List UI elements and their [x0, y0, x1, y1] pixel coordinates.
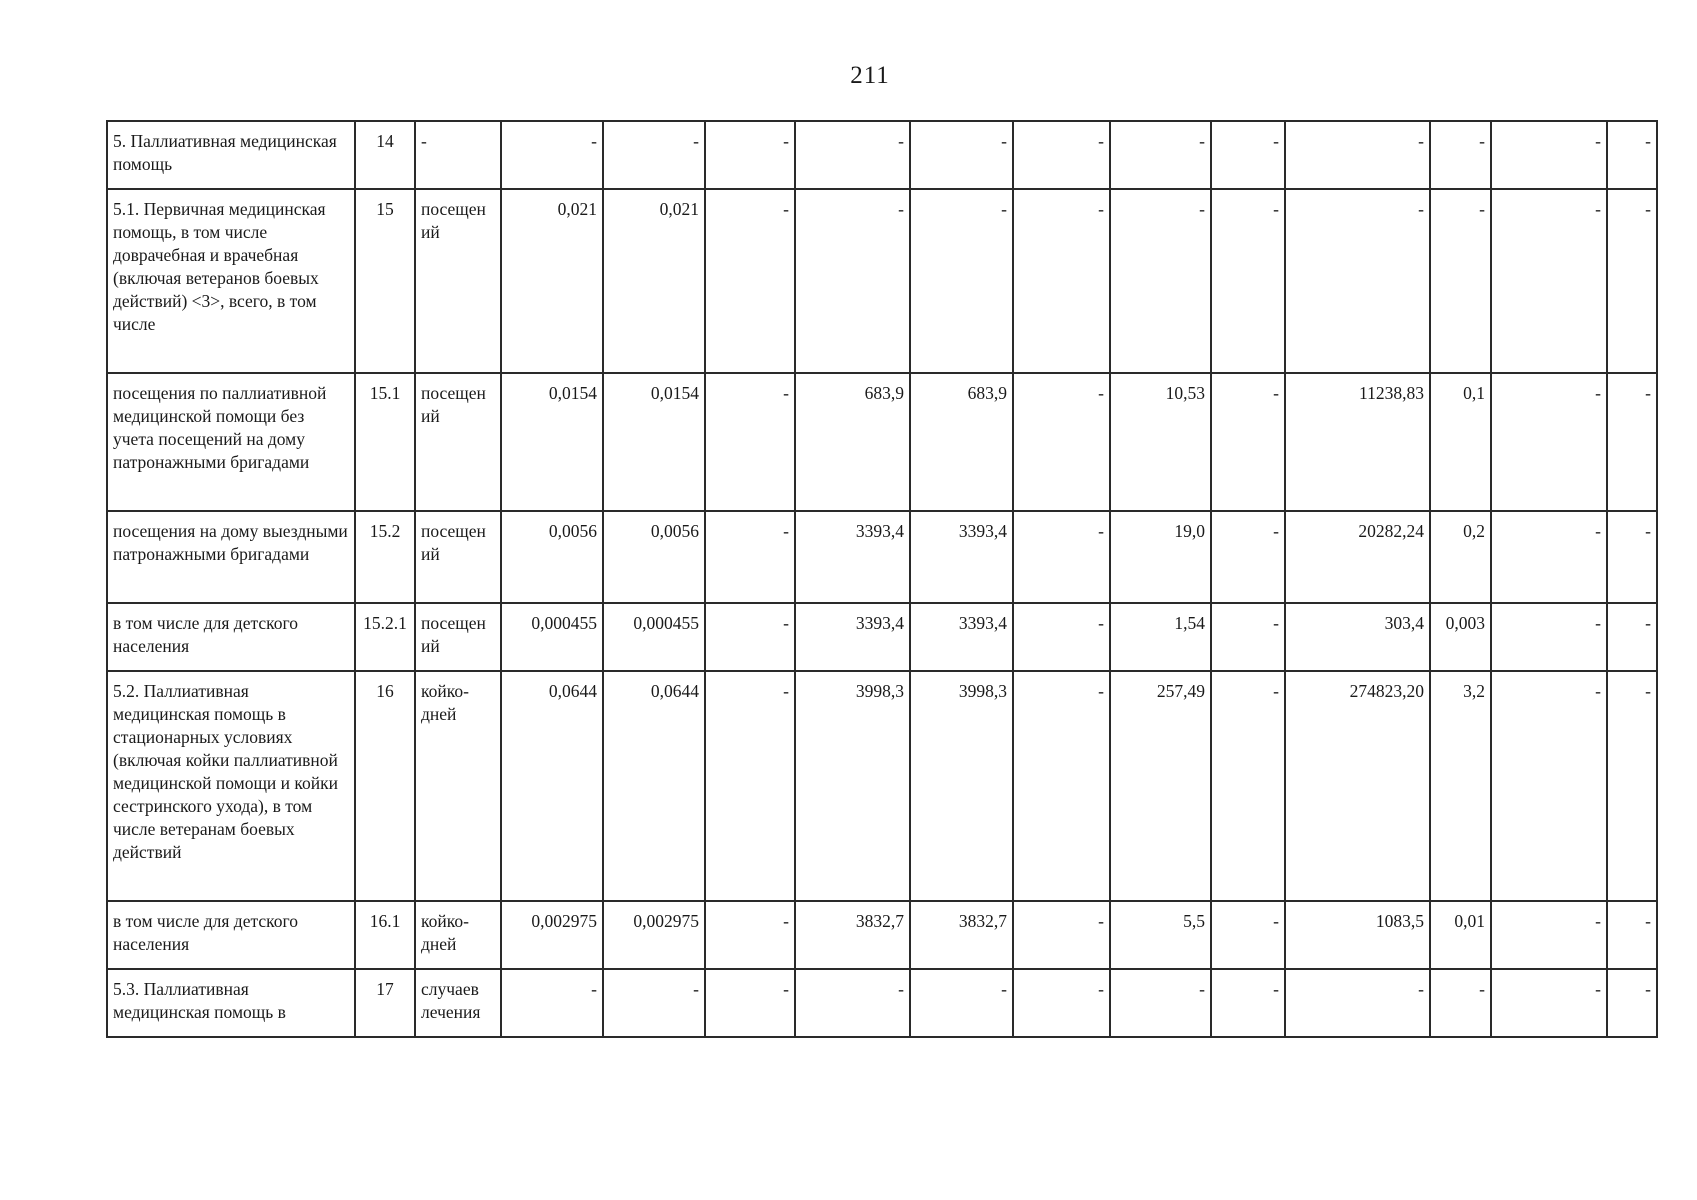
value-cell: 10,53 [1110, 373, 1211, 511]
page-number: 211 [850, 62, 890, 89]
value-cell: 0,0154 [603, 373, 705, 511]
value-cell: 0,0644 [603, 671, 705, 901]
row-name-cell: 5.2. Паллиативная медицинская помощь в стационарных условиях (включая койки паллиативной медицинской помощи и койки сестринского ухода), в том числе ветеранам боевых действий [107, 671, 355, 901]
row-number-cell: 15.1 [355, 373, 415, 511]
value-cell: - [705, 603, 795, 671]
value-cell: - [1013, 121, 1110, 189]
value-cell: - [705, 901, 795, 969]
value-cell: 274823,20 [1285, 671, 1430, 901]
value-cell: 0,0056 [501, 511, 603, 603]
value-cell: - [1607, 671, 1657, 901]
value-cell: 3393,4 [910, 603, 1013, 671]
row-number-cell: 16 [355, 671, 415, 901]
value-cell: - [1013, 901, 1110, 969]
value-cell: - [1211, 511, 1285, 603]
value-cell: - [1607, 901, 1657, 969]
table-row [107, 969, 1657, 1037]
value-cell: - [1607, 121, 1657, 189]
value-cell: 0,002975 [501, 901, 603, 969]
value-cell: - [1607, 511, 1657, 603]
row-name-cell: посещения по паллиативной медицинской помощи без учета посещений на дому патронажными бригадами [107, 373, 355, 511]
value-cell: 1083,5 [1285, 901, 1430, 969]
value-cell: 0,0644 [501, 671, 603, 901]
value-cell: - [1491, 901, 1607, 969]
value-cell: 11238,83 [1285, 373, 1430, 511]
value-cell: - [1491, 969, 1607, 1037]
unit-cell: посещений [415, 189, 501, 373]
value-cell: 0,0154 [501, 373, 603, 511]
row-number-cell: 15 [355, 189, 415, 373]
unit-cell: - [415, 121, 501, 189]
value-cell: - [1430, 189, 1491, 373]
row-number-cell: 15.2.1 [355, 603, 415, 671]
value-cell: - [1110, 969, 1211, 1037]
table-row [107, 901, 1657, 969]
value-cell: 1,54 [1110, 603, 1211, 671]
value-cell: 19,0 [1110, 511, 1211, 603]
row-name-cell: 5.1. Первичная медицинская помощь, в том числе доврачебная и врачебная (включая ветеранов боевых действий) <3>, всего, в том числе [107, 189, 355, 373]
value-cell: - [1211, 901, 1285, 969]
unit-cell: посещений [415, 373, 501, 511]
value-cell: - [1211, 189, 1285, 373]
value-cell: - [1211, 603, 1285, 671]
value-cell: 3832,7 [910, 901, 1013, 969]
value-cell: - [1211, 373, 1285, 511]
value-cell: - [705, 671, 795, 901]
value-cell: - [1491, 373, 1607, 511]
value-cell: - [1607, 969, 1657, 1037]
medical-care-table [106, 120, 1658, 1038]
value-cell: - [1013, 671, 1110, 901]
value-cell: 3,2 [1430, 671, 1491, 901]
row-name-cell: 5. Паллиативная медицинская помощь [107, 121, 355, 189]
value-cell: - [705, 189, 795, 373]
value-cell: - [910, 189, 1013, 373]
value-cell: 0,1 [1430, 373, 1491, 511]
value-cell: - [1110, 121, 1211, 189]
row-name-cell: 5.3. Паллиативная медицинская помощь в [107, 969, 355, 1037]
row-number-cell: 17 [355, 969, 415, 1037]
value-cell: - [1607, 373, 1657, 511]
value-cell: - [1211, 671, 1285, 901]
value-cell: - [1013, 969, 1110, 1037]
value-cell: 20282,24 [1285, 511, 1430, 603]
value-cell: 0,0056 [603, 511, 705, 603]
table-row [107, 189, 1657, 373]
unit-cell: койко-дней [415, 671, 501, 901]
value-cell: - [1013, 189, 1110, 373]
value-cell: - [910, 121, 1013, 189]
value-cell: 0,2 [1430, 511, 1491, 603]
row-number-cell: 16.1 [355, 901, 415, 969]
value-cell: - [1013, 511, 1110, 603]
value-cell: - [1491, 189, 1607, 373]
value-cell: 3832,7 [795, 901, 910, 969]
value-cell: - [1491, 603, 1607, 671]
table-row [107, 603, 1657, 671]
table-row [107, 671, 1657, 901]
value-cell: - [1491, 121, 1607, 189]
unit-cell: койко-дней [415, 901, 501, 969]
value-cell: - [603, 969, 705, 1037]
value-cell: - [1285, 969, 1430, 1037]
value-cell: 0,021 [501, 189, 603, 373]
value-cell: 3393,4 [795, 511, 910, 603]
value-cell: 0,021 [603, 189, 705, 373]
row-name-cell: в том числе для детского населения [107, 901, 355, 969]
value-cell: - [795, 189, 910, 373]
value-cell: 0,000455 [501, 603, 603, 671]
row-name-cell: посещения на дому выездными патронажными бригадами [107, 511, 355, 603]
value-cell: 683,9 [910, 373, 1013, 511]
value-cell: - [501, 969, 603, 1037]
value-cell: - [1285, 189, 1430, 373]
value-cell: - [501, 121, 603, 189]
value-cell: 3998,3 [795, 671, 910, 901]
row-number-cell: 14 [355, 121, 415, 189]
value-cell: - [1491, 511, 1607, 603]
table-row [107, 373, 1657, 511]
value-cell: - [1211, 121, 1285, 189]
value-cell: - [1013, 373, 1110, 511]
row-name-cell: в том числе для детского населения [107, 603, 355, 671]
value-cell: - [705, 969, 795, 1037]
value-cell: - [1607, 603, 1657, 671]
value-cell: - [705, 121, 795, 189]
value-cell: 683,9 [795, 373, 910, 511]
row-number-cell: 15.2 [355, 511, 415, 603]
unit-cell: посещений [415, 603, 501, 671]
value-cell: 3393,4 [795, 603, 910, 671]
unit-cell: посещений [415, 511, 501, 603]
value-cell: - [795, 121, 910, 189]
value-cell: 3393,4 [910, 511, 1013, 603]
value-cell: - [1013, 603, 1110, 671]
value-cell: 3998,3 [910, 671, 1013, 901]
value-cell: 0,003 [1430, 603, 1491, 671]
value-cell: - [1491, 671, 1607, 901]
value-cell: - [1110, 189, 1211, 373]
value-cell: - [603, 121, 705, 189]
value-cell: 257,49 [1110, 671, 1211, 901]
value-cell: 303,4 [1285, 603, 1430, 671]
value-cell: 0,000455 [603, 603, 705, 671]
value-cell: - [1211, 969, 1285, 1037]
table-row [107, 121, 1657, 189]
value-cell: 0,01 [1430, 901, 1491, 969]
table-row [107, 511, 1657, 603]
value-cell: - [1430, 969, 1491, 1037]
value-cell: - [705, 373, 795, 511]
value-cell: - [705, 511, 795, 603]
value-cell: 5,5 [1110, 901, 1211, 969]
value-cell: - [910, 969, 1013, 1037]
value-cell: - [1607, 189, 1657, 373]
value-cell: - [1430, 121, 1491, 189]
unit-cell: случаев лечения [415, 969, 501, 1037]
value-cell: - [1285, 121, 1430, 189]
value-cell: - [795, 969, 910, 1037]
value-cell: 0,002975 [603, 901, 705, 969]
